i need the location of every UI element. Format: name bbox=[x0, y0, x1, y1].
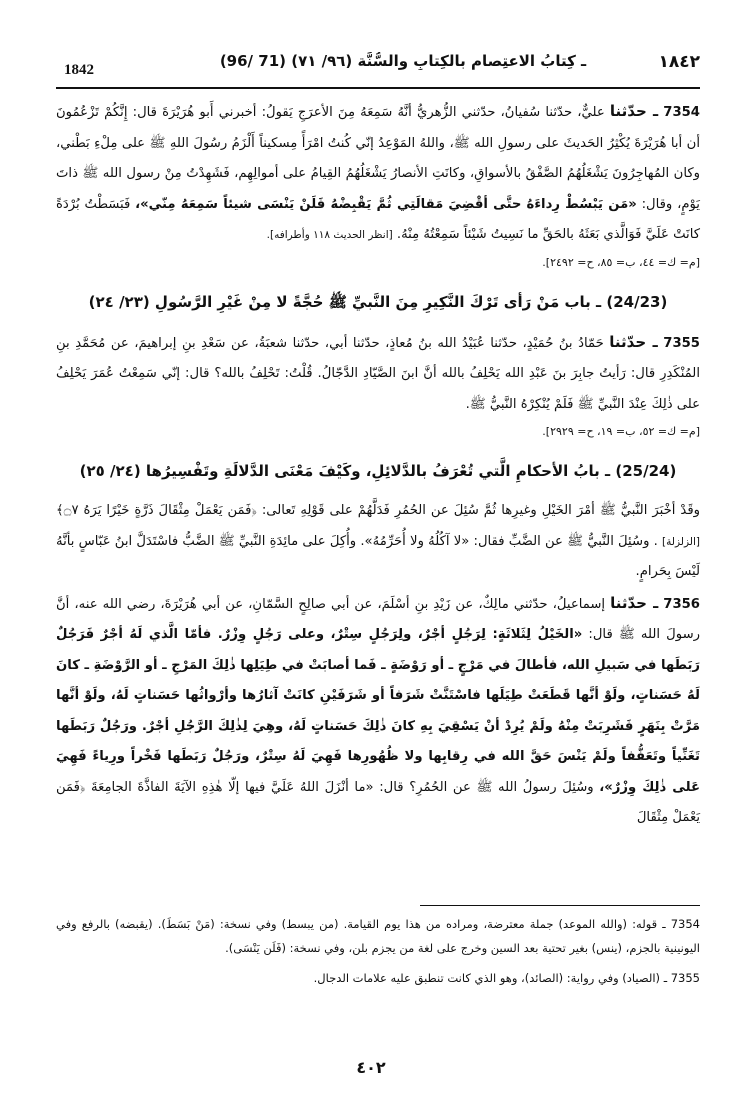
page-number-arabic: ١٨٤٢ bbox=[658, 52, 700, 72]
page-number-footer: ٤٠٢ bbox=[356, 1058, 386, 1077]
hadith-text: عليٌّ، حدّثنا سُفيانُ، حدّثني الزُّهريُّ أنَّهُ سَمِعَهُ مِنَ الأعرَجِ يَقولُ: أخبرني أَبو هُرَيْرَةَ قال: إِنَّكُمْ تَزْعُمُونَ أن أبا هُرَيْرَةَ يُكْثِرُ الحَديثَ على رسولِ الله ﷺ، واللهُ المَوْعِدُ إنّي كُنتُ امْرَأً مِسكيناً أَلْزَمُ رسُولَ اللهِ ﷺ على مِلْءِ بَطْني، وكان المُهاجِرُونَ يَشْغَلُهُمُ الصَّفْقُ بالأسواقِ، وكانَتِ الأنصارُ يَشْغَلُهُمُ القِيامُ على أموالِهِم، فَشَهِدْتُ مِنْ رسول الله ﷺ ذاتَ يَوْمٍ، وقال: bbox=[56, 105, 700, 212]
page-header bbox=[56, 42, 700, 86]
chapter-heading-25: (25/24) ـ بابُ الأحكامِ الَّتي تُعْرَفُ بالدَّلائِلِ، وكَيْفَ مَعْنَى الدَّلالَةِ وتَفْسِيرُها (٢٤/ ٢٥) bbox=[79, 462, 677, 480]
manuscript-reference: [م= ك= ٥٢، ب= ١٩، ح= ٢٩٢٩]. bbox=[542, 425, 700, 438]
footnotes bbox=[56, 912, 700, 996]
hadith-number: 7355 bbox=[663, 335, 700, 351]
hadith-lead: ـ حدّثنا bbox=[610, 593, 659, 612]
intro-text-end: . وسُئِلَ النَّبيُّ ﷺ عن الضَّبِّ فقال: «لا آكُلُهُ ولا أُحَرِّمُهُ». وأُكِلَ على مائِدَةِ النَّبيِّ ﷺ الضَّبُّ فاسْتَدَلَّ ابنُ عَبّاسٍ بأنَّهُ لَيْسَ بِحَرامٍ. bbox=[56, 533, 700, 579]
hadith-number: 7354 bbox=[663, 105, 700, 120]
page-number-latin: 1842 bbox=[64, 62, 94, 78]
hadith-number: 7356 bbox=[663, 596, 700, 612]
manuscript-reference: [م= ك= ٤٤، ب= ٨٥، ح= ٢٤٩٢]. bbox=[542, 255, 700, 269]
intro-text: وقَدْ أخْبَرَ النَّبيُّ ﷺ أمْرَ الخَيْلِ وغيرِها ثُمَّ سُئِلَ عن الحُمُرِ فَدَلَّهُمْ على قَوْلِهِ تَعالى: ﴿فَمَن يَعْمَلْ مِثْقَالَ ذَرَّةٍ خَيْرًا يَرَهُ ۝٧﴾ bbox=[56, 503, 700, 518]
hadith-text-end: وسُئِلَ رسولُ الله ﷺ عن الحُمُرِ؟ قال: «ما أنْزَلَ اللهُ عَلَيَّ فيها إلّا هٰذِهِ الآيَةَ الفاذَّةَ الجامِعَةَ ﴿فَمَن يَعْمَلْ مِثْقَالَ bbox=[56, 779, 700, 825]
header-rule bbox=[56, 87, 700, 89]
chapter-25-intro bbox=[56, 496, 700, 588]
hadith-7356 bbox=[56, 588, 700, 834]
running-title: (96/ 71) ـ كِتابُ الاعتِصام بالكِتابِ والسُّنَّة (٩٦/ ٧١) bbox=[219, 52, 587, 70]
hadith-lead: ـ حدّثنا bbox=[609, 102, 659, 120]
hadith-text: حَمّادُ بنُ حُمَيْدٍ، حدّثنا عُبَيْدُ الله بنُ مُعاذٍ، حدّثنا أبي، حدّثنا شعبَةُ، عن سَعْدِ بنِ إبراهيمَ، عن مُحَمَّدِ بنِ المُنْكَدِرِ قال: رَأيتُ جابِرَ بنَ عَبْدِ الله يَحْلِفُ بالله أنَّ ابنَ الصَّيّادِ الدَّجّالُ. قُلْتُ: تَحْلِفُ بالله؟ قال: إنّي سَمِعْتُ عُمَرَ يَحْلِفُ على ذٰلِكَ عِنْدَ النَّبيِّ ﷺ فَلَمْ يُنْكِرْهُ النَّبيُّ ﷺ. bbox=[56, 335, 700, 412]
chapter-heading-24: (24/23) ـ باب مَنْ رَأى تَرْكَ النَّكِيرِ مِنَ النَّبيِّ ﷺ حُجَّةً لا مِنْ غَيْرِ الرَّسُولِ (٢٣/ ٢٤) bbox=[88, 292, 668, 311]
hadith-quote: «مَن يَبْسُطْ رِداءَهُ حتَّى أقْضِيَ مَقالَتِي ثُمَّ يَقْبِضْهُ فَلَنْ يَنْسَى شيئاً سَمِعَهُ مِنّي»، bbox=[135, 196, 637, 212]
footnote: 7355 ـ (الصياد) وفي رواية: (الصائد)، وهو الذي كانت تنطبق عليه علامات الدجال. bbox=[313, 971, 700, 985]
footnote-rule bbox=[420, 905, 700, 906]
hadith-text-end: فَبَسَطْتُ بُرْدَةً كانَتْ عَلَيَّ فَوَالَّذي بَعَثَهُ بالحَقِّ ما نَسِيتُ شَيْئاً سَمِعْتُهُ مِنْهُ. bbox=[56, 196, 700, 242]
hadith-lead: ـ حدّثنا bbox=[609, 332, 658, 351]
hadith-quote: «الخَيْلُ لِثَلاثَةٍ: لِرَجُلٍ أجْرٌ، ولِرَجُلٍ سِتْرٌ، وعلى رَجُلٍ وِزْرٌ. فأمّا الَّذي لَهُ أجْرٌ فَرَجُلٌ رَبَطَها في سَبيلِ الله، فأطالَ في مَرْجٍ ـ أو رَوْضَةٍ ـ فَما أصابَتْ في طِيَلِها ذٰلِكَ المَرْجِ ـ أو الرَّوْضَةِ ـ كانَ لَهُ حَسَناتٍ، ولَوْ أنَّها قَطَعَتْ طِيَلَها فاسْتَنَّتْ شَرَفاً أو شَرَفَيْنِ كانَتْ آثارُها وأرْواثُها حَسَناتٍ لَهُ، ولَوْ أنَّها مَرَّتْ بِنَهَرٍ فَشَرِبَتْ مِنْهُ ولَمْ يُرِدْ أنْ يَسْقِيَ بِهِ كانَ ذٰلِكَ حَسَناتٍ لَهُ، وهِيَ لِذٰلِكَ الرَّجُلِ أجْرٌ. ورَجُلٌ رَبَطَها تَغَنِّياً وتَعَفُّفاً ولَمْ يَنْسَ حَقَّ الله في رِقابِها ولا ظُهُورِها فَهِيَ لَهُ سِتْرٌ، ورَجُلٌ رَبَطَها فَخْراً ورِياءً فَهِيَ عَلى ذٰلِكَ وِزْرٌ»، bbox=[56, 627, 700, 795]
hadith-7354 bbox=[56, 96, 700, 275]
footnote: 7354 ـ قوله: (والله الموعد) جملة معترضة، ومراده من هذا يوم القيامة. (من يبسط) وفي نسخة: (مَنْ بَسَطَ). (يقبضه) بالرفع وفي اليونينية بالجزم، (ينس) بغير تحتية بعد السين وخرج على لغة من يجزم بلن، وفي نسخة: (فَلَن يَنْسَى). bbox=[56, 917, 700, 955]
hadith-text: إسماعيلُ، حدّثني مالِكٌ، عن زَيْدِ بنِ أسْلَمَ، عن أبي صالِحٍ السَّمّانِ، عن أبي هُرَيْرَةَ، رضي الله عنه، أنَّ رسولَ الله ﷺ قال: bbox=[56, 596, 700, 642]
main-text bbox=[56, 96, 700, 834]
hadith-7355 bbox=[56, 327, 700, 445]
cross-reference: [انظر الحديث ١١٨ وأطرافه]. bbox=[266, 229, 393, 241]
surah-reference: [الزلزلة] bbox=[662, 535, 700, 548]
